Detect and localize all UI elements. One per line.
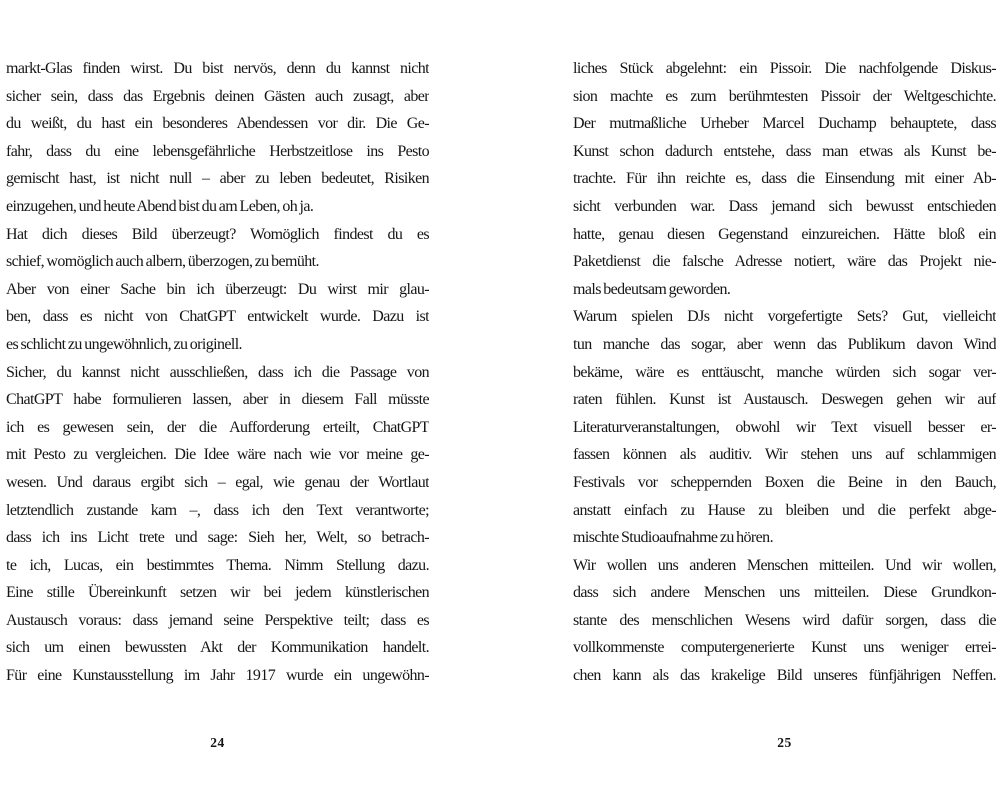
text-line: dass sich andere Menschen uns mitteilen. Diese Grundkon-	[573, 584, 996, 602]
text-line: stante des menschlichen Wesens wird dafür sorgen, dass die	[573, 611, 996, 629]
page-left-text	[6, 55, 429, 690]
text-line: sich um einen bewussten Akt der Kommunikation handelt.	[6, 639, 429, 657]
text-line: te ich, Lucas, ein bestimmtes Thema. Nimm Stellung dazu.	[6, 556, 429, 574]
text-line: mals bedeutsam geworden.	[573, 280, 731, 298]
text-line: ChatGPT habe formulieren lassen, aber in diesem Fall müsste	[6, 391, 429, 409]
page-number-left: 24	[210, 735, 225, 750]
page-number-right: 25	[777, 735, 792, 750]
text-line: sion machte es zum berühmtesten Pissoir der Weltgeschichte.	[573, 87, 996, 105]
text-line: letztendlich zustande kam –, dass ich den Text verantworte;	[6, 501, 429, 519]
text-line: gemischt hast, ist nicht null – aber zu leben bedeutet, Risiken	[6, 170, 429, 188]
text-line: raten fühlen. Kunst ist Austausch. Deswegen gehen wir auf	[573, 391, 996, 409]
text-line: einzugehen, und heute Abend bist du am Leben, oh ja.	[6, 197, 314, 215]
text-line: ich es gewesen sein, der die Aufforderung erteilt, ChatGPT	[6, 418, 429, 436]
text-line: tun manche das sogar, aber wenn das Publikum davon Wind	[573, 335, 996, 353]
text-line: chen kann als das krakelige Bild unseres fünfjährigen Neffen.	[573, 667, 996, 685]
page-right-text	[573, 55, 996, 690]
text-line: Aber von einer Sache bin ich überzeugt: Du wirst mir glau-	[6, 280, 429, 298]
text-line: Kunst schon dadurch entstehe, dass man etwas als Kunst be-	[573, 142, 996, 160]
text-line: Warum spielen DJs nicht vorgefertigte Sets? Gut, vielleicht	[573, 308, 996, 326]
page-left	[6, 55, 429, 765]
text-line: Für eine Kunstausstellung im Jahr 1917 wurde ein ungewöhn-	[6, 667, 429, 685]
page-right	[573, 55, 996, 765]
text-line: es schlicht zu ungewöhnlich, zu originell.	[6, 335, 242, 353]
text-line: bekäme, wäre es enttäuscht, manche würden sich sogar ver-	[573, 363, 996, 381]
text-line: Paketdienst die falsche Adresse notiert, wäre das Projekt nie-	[573, 253, 996, 271]
text-line: Wir wollen uns anderen Menschen mitteilen. Und wir wollen,	[573, 556, 996, 574]
text-line: Sicher, du kannst nicht ausschließen, dass ich die Passage von	[6, 363, 429, 381]
text-line: ben, dass es nicht von ChatGPT entwickelt wurde. Dazu ist	[6, 308, 429, 326]
text-line: markt-Glas finden wirst. Du bist nervös, denn du kannst nicht	[6, 60, 429, 77]
text-line: dass ich ins Licht trete und sage: Sieh her, Welt, so betrach-	[6, 529, 429, 547]
text-line: fahr, dass du eine lebensgefährliche Herbstzeitlose ins Pesto	[6, 142, 429, 160]
text-line: sicht verbunden war. Dass jemand sich bewusst entschieden	[573, 197, 996, 215]
text-line: hatte, genau diesen Gegenstand einzureichen. Hätte bloß ein	[573, 225, 996, 243]
text-line: Der mutmaßliche Urheber Marcel Duchamp behauptete, dass	[573, 115, 996, 133]
text-line: liches Stück abgelehnt: ein Pissoir. Die nachfolgende Diskus-	[573, 60, 996, 77]
text-line: anstatt einfach zu Hause zu bleiben und die perfekt abge-	[573, 501, 996, 519]
text-line: fassen können als auditiv. Wir stehen uns auf schlammigen	[573, 446, 996, 464]
text-line: Austausch voraus: dass jemand seine Perspektive teilt; dass es	[6, 611, 429, 629]
text-line: Literaturveranstaltungen, obwohl wir Text visuell besser er-	[573, 418, 996, 436]
text-line: sicher sein, dass das Ergebnis deinen Gästen auch zusagt, aber	[6, 87, 429, 105]
text-line: wesen. Und daraus ergibt sich – egal, wie genau der Wortlaut	[6, 473, 429, 491]
text-line: Hat dich dieses Bild überzeugt? Womöglich findest du es	[6, 225, 429, 243]
text-line: du weißt, du hast ein besonderes Abendessen vor dir. Die Ge-	[6, 115, 429, 133]
text-line: mischte Studioaufnahme zu hören.	[573, 529, 773, 547]
text-line: schief, womöglich auch albern, überzogen, zu bemüht.	[6, 253, 319, 271]
text-line: vollkommenste computergenerierte Kunst uns weniger errei-	[573, 639, 996, 657]
text-line: trachte. Für ihn reichte es, dass die Einsendung mit einer Ab-	[573, 170, 996, 188]
text-line: Eine stille Übereinkunft setzen wir bei jedem künstlerischen	[6, 584, 429, 602]
text-line: Festivals vor scheppernden Boxen die Beine in den Bauch,	[573, 473, 996, 491]
text-line: mit Pesto zu vergleichen. Die Idee wäre nach wie vor meine ge-	[6, 446, 429, 464]
